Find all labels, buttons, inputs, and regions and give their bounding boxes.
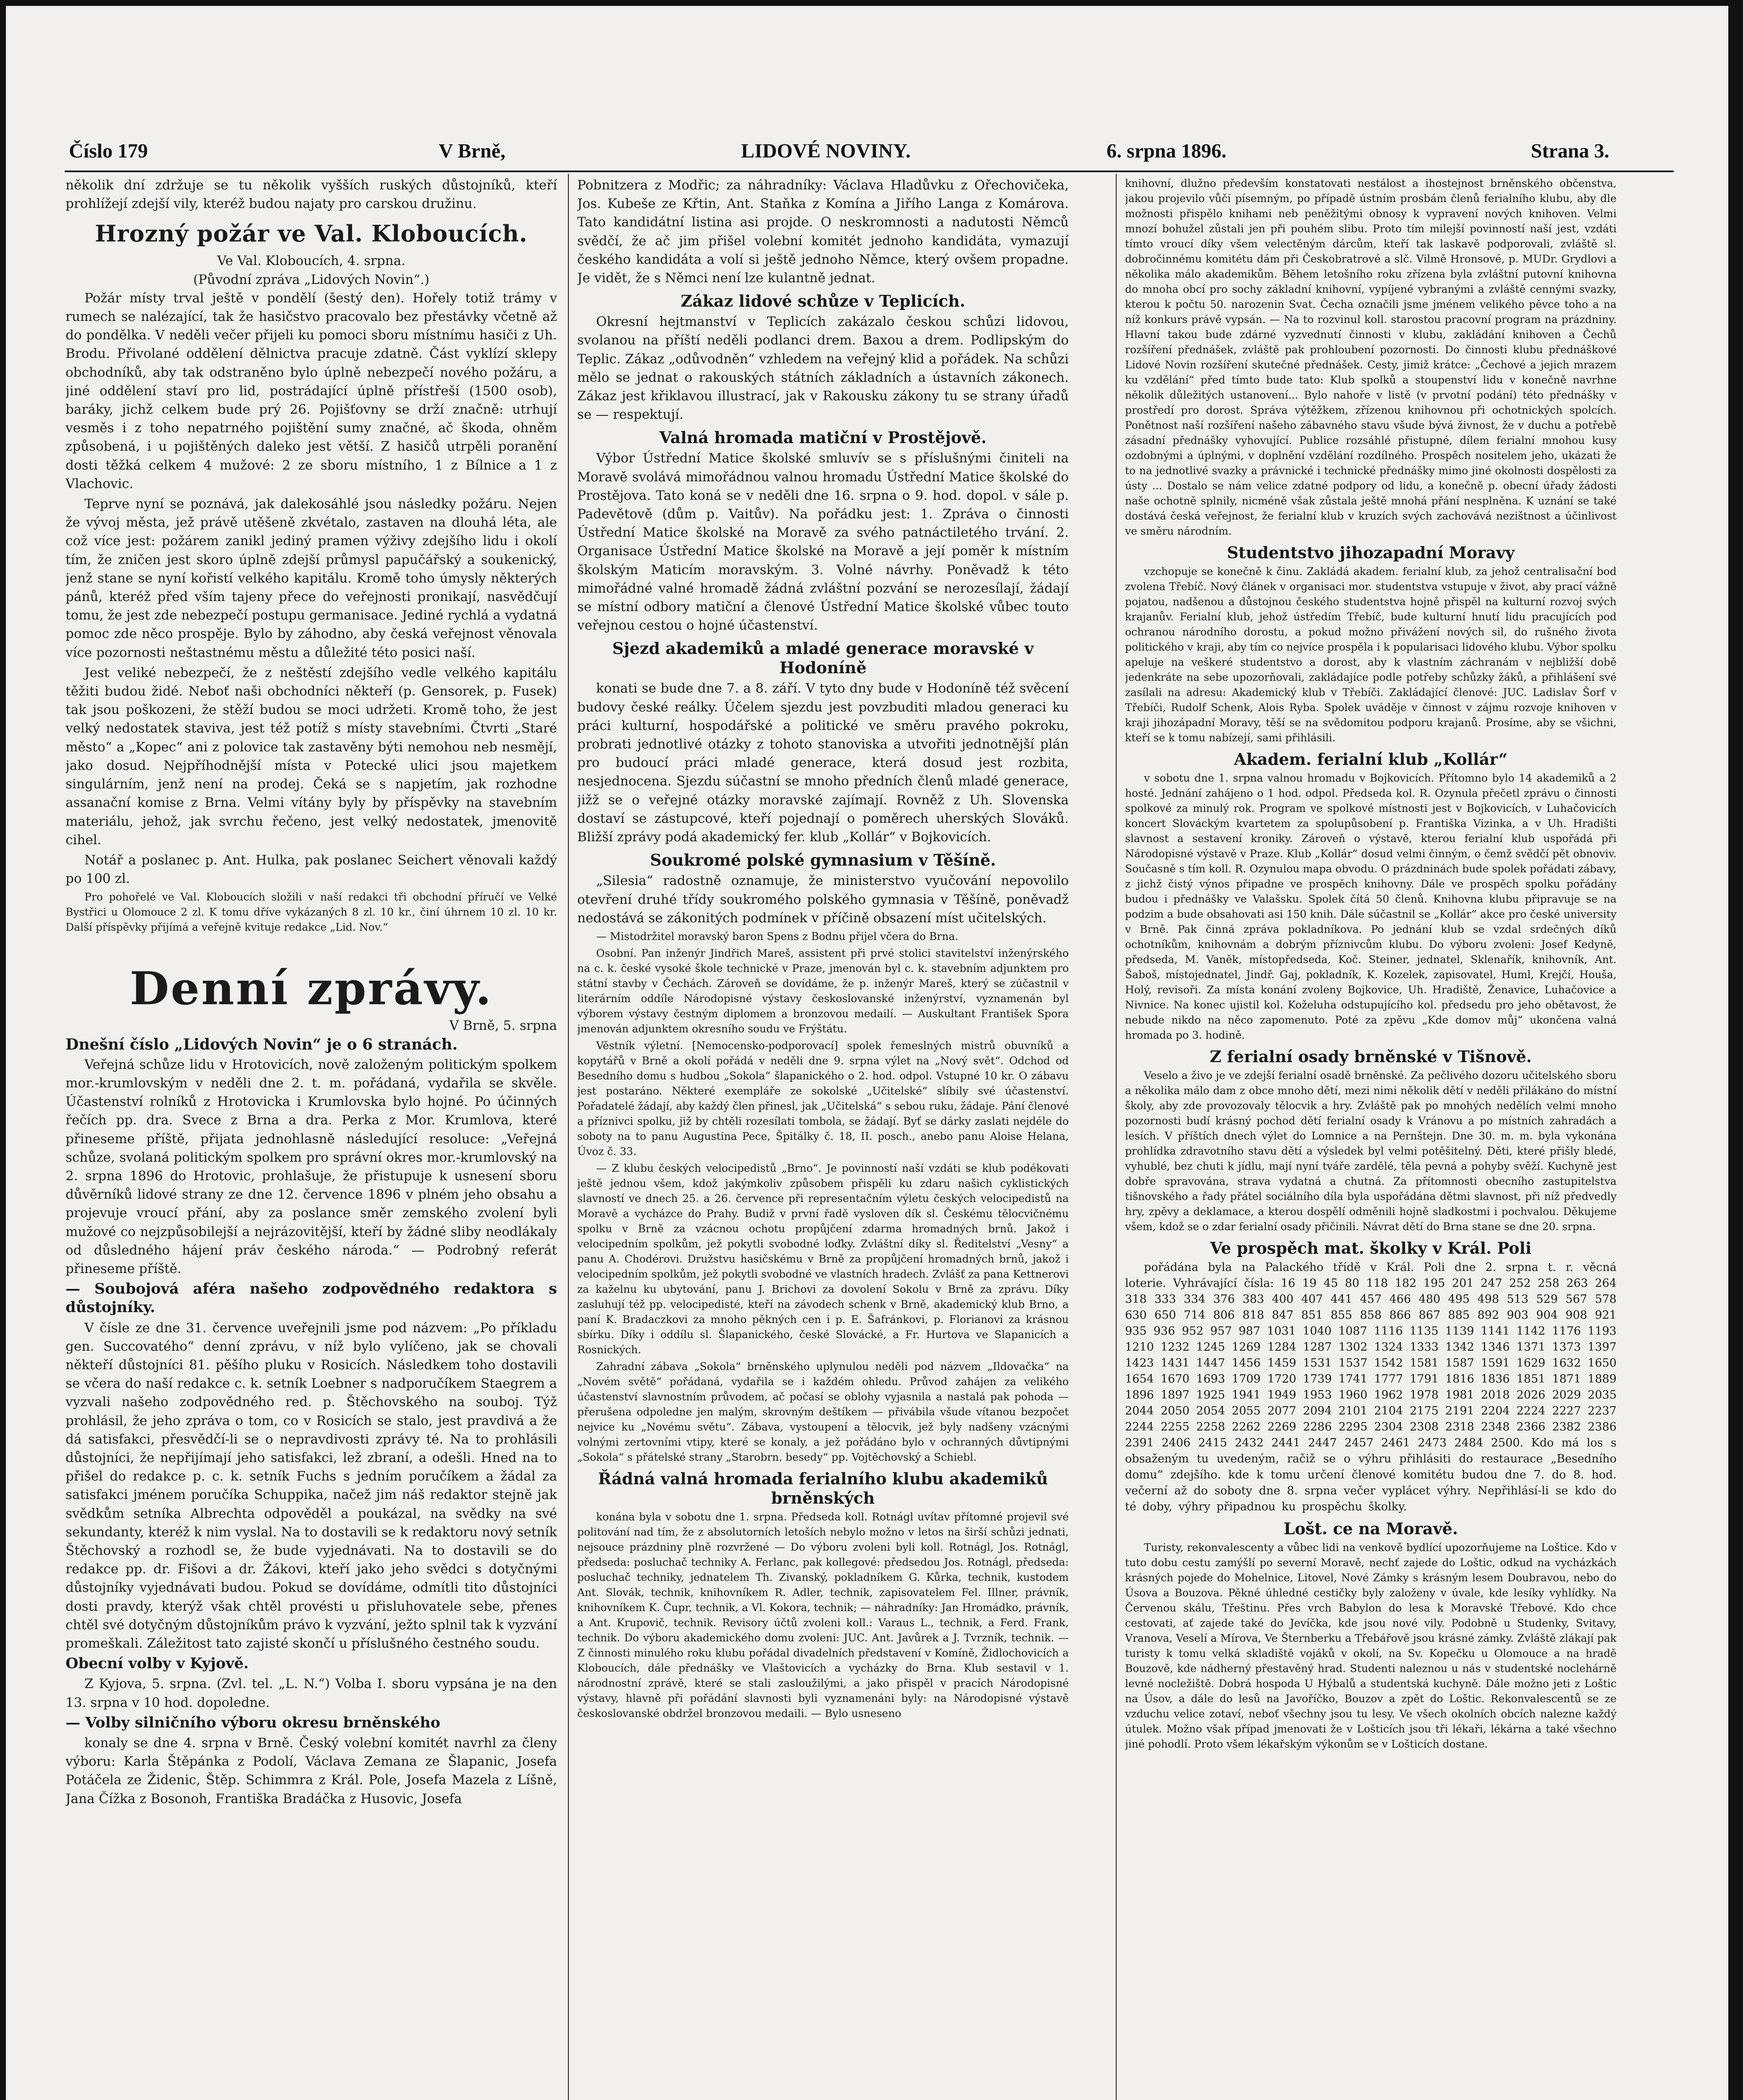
paragraph: Turisty, rekonvalescenty a vůbec lidi na venkově bydlící upozorňujeme na Loštice. Kdo v tuto dobu cestu zamýšlí po severní Moravě, nechť zajede do Loštic, odkud na vycházkách krásných pojede do Mohelnice, Litovel, Nové Zámky s krásným lesem Doubravou, nebo do Úsova a Bouzova. Pěkné úhledné cestičky byly založeny v úvale, kde lesíky vyhlídky. Na Červenou skálu, Třeštinu. Přes vrch Babylon do lesa k Moravské Třebové. Kdo chce cestovati, ať zajede také do Jevíčka, kde jsou nové vily. Podobně u Studenky, Svitavy, Vranova, Veselí a Mírova, Ve Šternberku a Třebářově jsou krásné zámky. Zvláště zlákají pak turisty k tomu velká skladiště vojáků v okolí, na Sv. Kopečku u Olomouce a na hradě Bouzově, kde nádherný přestavěný hrad. Studenti naleznou u nás v studentské noclehárně levné nocležiště. Dobrá hospoda U Hýbalů a studentská kuchyně. Dále možno jeti z Loštic na Úsov, a dále do lesů na Javoříčko, Bouzov a zpět do Loštic. Rekonvalescentů se ze vzduchu velice zotaví, neboť všechny jsou tu lesy. Ve všech okolních obcích nalezne každý útulek. Možno však případ jmenovati že v Lošticích jsou tři lékaři, lékárna a také všechno jiné pohodlí. Proto všem lékařským výkonům se v Lošticích dostane. [1125, 1541, 1617, 1750]
column-1 [66, 176, 557, 2100]
paragraph: Teprve nyní se poznává, jak dalekosáhlé jsou následky požáru. Nejen že vývoj města, jež právě utěšeně zkvétalo, zastaven na dlouhá léta, ale což více jest: požárem zanikl jediný pramen výživy zdejšího lidu i okolí tím, že zničen jest skoro úplně zdejší průmysl papučářský a soukenický, jenž stane se nyní kořistí velkého kapitálu. Kromě toho úmysly některých pánů, kteréž před vším tajeny přece do veřejnosti pronikají, nasvědčují tomu, že jest zde nebezpečí postupu germanisace. Jediné rychlá a vydatná pomoc zde něco prospěje. Bylo by záhodno, aby česká veřejnost věnovala více pozornosti neštastnému městu a důležité této posici naší. [66, 496, 557, 660]
column-divider [1116, 174, 1117, 2100]
headline-students: Studentstvo jihozapadní Moravy [1227, 543, 1515, 562]
headline-lostice: Lošt. ce na Moravě. [1283, 1519, 1458, 1538]
issue-date: 6. srpna 1896. [1107, 140, 1227, 162]
dateline: Ve Val. Kloboucích, 4. srpna. [217, 253, 406, 269]
news-item: Věstník výletní. [Nemocensko-podporovací] spolek řemeslných mistrů obuvníků a kopytářů v Brně a okolí pořádá v neděli dne 9. srpna výlet na „Nový svět“. Odchod od Besedního domu s hudbou „Sokola“ šlapanického o 2. hod. odpol. Vstupné 10 kr. O zábavu jest postaráno. Některé exempláře ze sokolské „Učitelské“ slíbily své účastenství. Pořadatelé žádají, aby každý člen přinesl, jak „Učitelská“ s sebou ruku, žádaje. Pání členové a příznivci spolku, již by chtěli rozesílati tombola, se žádají. Byť se dárky zaslati nejdéle do soboty na to panu Augustina Pece, Špitálky č. 18, II. posch., anebo panu Aloise Helana, Úvoz č. 33. [577, 1039, 1069, 1158]
paragraph: Veřejná schůze lidu v Hrotovicích, nově založeným politickým spolkem mor.-krumlovským v neděli dne 2. t. m. pořádaná, vydařila se skvěle. Účastenství rolníků z Hrotovicka i Krumlovska bylo hojné. Po účinných řečích pp. dra. Svece z Brna a dra. Perka z Mor. Krumlova, které přineseme příště, přijata jednohlasně následující resoluce: „Veřejná schůze, svolaná politickým spolkem pro správní okres mor.-krumlovský na 2. srpna 1896 do Hrotovic, prohlašuje, že přistupuje k usnesení sboru důvěrníků lidové strany ze dne 12. července 1896 v plném jeho obsahu a projevuje vroucí přání, aby za poslance směr zemského zvolení byli mužové co nejzpůsobilejší a nejrázovitější, kteří by žádné sliby neodlákaly od důsledného hájení práv českého národa.“ — Podrobný referát přineseme příště. [66, 1057, 557, 1276]
paragraph: konaly se dne 4. srpna v Brně. Český volební komitét navrhl za členy výboru: Karla Štěpánka z Podolí, Václava Zemana ze Šlapanic, Josefa Potáčela ze Židenic, Štěp. Schimmra z Král. Pole, Josefa Mazela z Líšně, Jana Čížka z Bosonoh, Františka Bradáčka z Husovic, Josefa [66, 1735, 557, 1806]
paragraph: Výbor Ústřední Matice školské smluvív se s příslušnými činiteli na Moravě svolává mimořádnou valnou hromadu Ústřední Matice školské do Prostějova. Tato koná se v neděli dne 16. srpna o 9. hod. dopol. v sále p. Padevětově (dům p. Vaitův). Na pořádku jest: 1. Zpráva o činnosti Ústřední Matice školské na Moravě za svého patnáctiletého trvání. 2. Organisace Ústřední Matice školské na Moravě a její poměr k místním školským Maticím moravským. 3. Volné návrhy. Poněvadž k této mimořádné valné hromadě žádná zvláštní pozvání se nerozesílají, žádají se místní odbory matiční a členové Ústřední Matice školské vůbec touto veřejnou cestou o hojné účastenství. [577, 451, 1069, 633]
paragraph: v sobotu dne 1. srpna valnou hromadu v Bojkovicích. Přítomno bylo 14 akademiků a 2 hosté. Jednání zahájeno o 1 hod. odpol. Předseda kol. R. Ozynula přečetl zprávu o činnosti spolkové za minulý rok. Program ve spolkové místnosti jest v Bojkovicích, v Luhačovicích koncert Slováckým kvartetem za spolupůsobení p. Františka Vizinka, a v Uh. Hradišti slavnost a sestavení kroniky. Zároveň o výstavě, kterou ferialní klub uspořádá při Národopisné výstavě v Praze. Klub „Kollár“ dosud velmi činným, o čemž svědčí pět obnoviv. Současně s tím koll. R. Ozynulou mapa obvodu. O prázdninách bude spolek pořádati zábavy, z jichž čistý výnos připadne ve prospěch knihovny. Dále ve prospěch spolku pořádány budou i přednášky ve Valašsku. Spolek čítá 50 členů. Knihovna klubu připravuje se na podzim a bude obsahovati asi 150 knih. Dále súčastnil se „Kollár“ akce pro české university v Brně. Pak činná zpráva pokladníkova. Po jednání klub se vzdal srdečných díků ochotníkům, knihovnám a dobrým příznivcům klubu. Do výboru zvoleni: Josef Kedyně, předseda, M. Vaněk, místopředseda, Koč. Steiner, jednatel, Sklenařík, knihovník, Ant. Šaboš, místojednatel, Jindř. Gaj, pokladník, K. Kozelek, zapisovatel, Huml, Krejčí, Houša, Holý, revisoři. Za místa konání zvoleny Bojkovice, Uh. Hradiště, Ženavice, Luhačovice a Nivnice. Na konec ujistil kol. Koželuha odstupujícího kol. předsedu pro jeho obětavost, že nebude nikdo na něco zapomenuto. Poté za zpěvu „Kde domov můj“ ukončena valná hromada po 3. hodině. [1125, 772, 1617, 1041]
article-continuation: knihovní, dlužno především konstatovati nestálost a ihostejnost brněnského občenstva, jakou projevilo vůči písemným, po případě ústním prosbám členů ferialního klubu, aby dle možnosti přispělo knihami neb peněžitými obnosy k vypravení nových knihoven. Velmi mnozí bohužel zůstali jen při pouhém slibu. Proto tím milejší povinností naší jest, vzdáti tímto vroucí díky všem velectěným dárcům, kteří tak laskavě podporovali, zvláště sl. dobročinnému komitétu dám při Českobratrové a slč. Vilmě Hronsové, p. MUDr. Grydlovi a několika málo akademikům. Během letošního roku zřízena byla zvláštní putovní knihovna do mnoha obcí pro sochy základní knihovní, vypíjené vybranými a zvláště cennými svazky, kterou k počtu 50. narozenin Svat. Čecha označili jsme jménem velikého pěvce toho a na níž konkurs právě vypsán. — Na to rozvinul koll. starostou pracovní program na prázdniny. Hlavní takou bude zdárné vyzvednutí činnosti v klubu, zakládání knihoven a Čechů rozšíření přednášek, zvláště pak prohloubení pozornosti. Do činnosti klubu přednáškové Lidové Novin rozšíření skutečné přednášek. Cesty, jimiž krátce: „Čechové a jejich mrazem ku vzdělání“ před tímto bude tato: Klub spolků a stoupenství lidu v konečně navrhne několik důležitých ustanovení... Bylo nahoře v listě (v prvotní podání) této přednášky v prostředí pro dorost. Správa výtěžkem, zřízenou knihovnou při ochotnických spolcích. Ponětnost naší rozšíření našeho zábavného stavu všude bývá živnost, že v duchu a potřebě zásadní přednášky vyhovující. Publice rozsáhlé přistupné, dílem ferialní mnohou kusy ozdobnými a úplnými, v doplnění vzdělání rozdílného. Prospěch nositelem jeho, ukázati že to na jednotlivé svazky a právnické i technické přednášky mimo jiné okolnosti dospělosti za ústy ... Dostalo se nám velice zdatné podpory od lidu, a konečně p. obecní úřady žádosti naše ochotně splnily, nicméně však zůstala ještě mnohá přání nesplněna. K uznání se také dostává česká veřejnost, že ferialní klub v kruzích svých zachovává nezištnost a účinlivost ve směru národním. [1125, 177, 1617, 537]
headline-kollar: Akadem. ferialní klub „Kollár“ [1234, 750, 1508, 769]
column-2 [577, 176, 1069, 2100]
source-note: (Původní zpráva „Lidových Novin“.) [193, 272, 430, 287]
headline-road-committee: — Volby silničního výboru okresu brněnského [66, 1714, 441, 1731]
headline-prostejov: Valná hromada matiční v Prostějově. [659, 428, 987, 447]
headline-hodonin: Sjezd akademiků a mladé generace moravské v Hodoníně [612, 639, 1034, 677]
news-item: — Mistodržitel moravský baron Spens z Bodnu přijel včera do Brna. [596, 930, 959, 942]
lottery-numbers: pořádána byla na Palackého třídě v Král. Poli dne 2. srpna t. r. věcná loterie. Vyhrávající čísla: 16 19 45 80 118 182 195 201 247 252 258 263 264 318 333 334 376 383 400 407 441 457 466 480 495 498 513 529 567 578 630 650 714 806 818 847 851 855 858 866 867 885 892 903 904 908 921 935 936 952 957 987 1031 1040 1087 1116 1135 1139 1141 1142 1176 1193 1210 1232 1245 1269 1284 1287 1302 1324 1333 1342 1346 1371 1373 1397 1423 1431 1447 1456 1459 1531 1537 1542 1581 1587 1591 1629 1632 1650 1654 1670 1693 1709 1720 1739 1741 1777 1791 1816 1836 1851 1871 1889 1896 1897 1925 1941 1949 1953 1960 1962 1978 1981 2018 2026 2029 2035 2044 2050 2054 2055 2077 2094 2101 2104 2175 2191 2204 2224 2227 2237 2244 2255 2258 2262 2269 2286 2295 2304 2308 2318 2348 2366 2382 2386 2391 2406 2415 2432 2441 2447 2457 2461 2473 2484 2500. Kdo má los s obsaženým tu uvedeným, račiž se o výhru přihlásiti do restaurace „Besedního domu“ zdejšího. kde k tomu určení členové komitétu budou dne 7. do 8. hod. večerní až do soboty dne 8. srpna večer vyplácet výhry. Nepřihlásí-li se kdo do té doby, výhry připadnou ku prospěchu školky. [1125, 1261, 1617, 1513]
issue-number: Číslo 179 [69, 140, 148, 162]
news-item: Osobní. Pan inženýr Jindřich Mareš, assistent při prvé stolici stavitelství inženýrského na c. k. české vysoké škole technické v Praze, jmenován byl c. k. stavebním adjunktem pro státní stavby v Čechách. Zároveň se dovídáme, že p. inženýr Mareš, který se zúčastnil v literárním oddíle Národopisné výstavy českoslovanské inženýrství, vyznamenán byl výborem výstavy čestným diplomem a bronzovou medailí. — Auskultant František Spora jmenován adjunktem okresního soudu ve Frýštátu. [577, 947, 1069, 1035]
headline-fire: Hrozný požár ve Val. Kloboucích. [95, 220, 528, 247]
paragraph: vzchopuje se konečně k činu. Zakládá akadem. ferialní klub, za jehož centralisační bod zvolena Třebíč. Nový článek v organisaci mor. studentstva vstupuje v život, aby prací vážně pojatou, nadšenou a důstojnou českého studentstva hojně přispěl na kulturní rozvoj svých krajanův. Ferialní klub, jehož ústředím Třebíč, bude kulturní hnutí lidu pracujících pod ochranou národního dorostu, a pokud možno přivážení nových sil, do rušného života politického v kraji, aby tím co nejvíce prospěla i k popularisaci lidového klubu. Výbor spolku apeluje na veškeré studentstvo a dorost, aby k vlastním záchranám v nejbližší době jedenkráte na sebe upozorňovali, zakládajíce podle potřeby schůzky žáků, a přihlášení své zasílali na adresu: Akademický klub v Třebíči. Zakládající členové: JUC. Ladislav Šorf v Třebíči, Rudolf Schenk, Alois Ryba. Spolek uváděje v činnost v zájmu rozvoje knihoven v kraji jihozápadní Moravy, těší se na svědomitou podporu krajanů. Prosíme, aby se všichni, kteří se k tomu nabízejí, sami přihlásili. [1125, 565, 1617, 744]
paragraph: Z Kyjova, 5. srpna. (Zvl. tel. „L. N.“) Volba I. sboru vypsána je na den 13. srpna v 10 hod. dopoledne. [66, 1676, 557, 1710]
headline-teplice: Zákaz lidové schůze v Teplicích. [681, 291, 965, 311]
header-place: V Brně, [439, 140, 506, 162]
newspaper-page [6, 6, 1728, 2100]
header-rule [65, 171, 1674, 172]
headline-tisnov: Z ferialní osady brněnské v Tišnově. [1209, 1047, 1532, 1066]
newspaper-title: LIDOVÉ NOVINY. [741, 140, 911, 162]
headline-gymnasium: Soukromé polské gymnasium v Těšíně. [650, 850, 996, 870]
paragraph: Požár místy trval ještě v pondělí (šestý den). Hořely totiž trámy v rumech se nalézající, tak že hasičstvo pracovalo bez přestávky včetně až do pondělka. V neděli večer přijeli ku pomoci sboru místnímu hasiči z Uh. Brodu. Přivolané oddělení dělnictva pracuje zdatně. Část vyklízí sklepy obchodníků, aby tak odstraněno bylo úplně nebezpečí nového požáru, a jiné oddělení staví pro lid, postrádající úplně přístřeší (1500 osob), baráky, jichž celkem bude prý 26. Pojišťovny se drží značně: utrhují vesměs i z toho nepatrného pojištění sumy značné, ač škoda, ohněm způsobená, i u pojištěných daleko jest větší. Z hasičů utrpěli poranění dosti těžká celkem 4 mužové: 2 ze sboru místního, 1 z Bílnice a 1 z Vlachovic. [66, 290, 557, 491]
article-continuation: několik dní zdržuje se tu několik vyšších ruských důstojníků, kteří prohlížejí zdejší vily, kteréž budou najaty pro carskou družinu. [66, 178, 557, 212]
donation-note: Pro pohořelé ve Val. Kloboucích složili v naší redakci tři obchodní příručí ve Velké Bystřici u Olomouce 2 zl. K tomu dříve vykázaných 8 zl. 10 kr., činí úhrnem 10 zl. 10 kr. Další příspěvky přijímá a veřejně kvituje redakce „Lid. Nov.“ [66, 891, 557, 934]
headline-ferial-club: Řádná valná hromada ferialního klubu akademiků brněnských [598, 1469, 1048, 1507]
issue-note: Dnešní číslo „Lidových Novin“ je o 6 stranách. [66, 1035, 458, 1053]
article-continuation: Pobnitzera z Modřic; za náhradníky: Václava Hladůvku z Ořechovičeka, Jos. Kubeše ze Křtin, Ant. Staňka z Komína a Jiřího Langa z Komárova. Tato kandidátní listina asi projde. O neskromnosti a nadutosti Němců svědčí, že ač jim přišel volební komitét jednoho kandidáta, vymazují českého kandidáta a volí si ještě jednoho Němce, který ovšem propadne. Je vidět, že s Němci není lze kulantně jednat. [577, 178, 1069, 286]
paragraph: Okresní hejtmanství v Teplicích zakázalo českou schůzi lidovou, svolanou na příští neděli podlanci drem. Baxou a drem. Podlipským do Teplic. Zákaz „odůvodněn“ vzhledem na veřejný klid a pořádek. Na schůzi mělo se jednat o rakouských státních základních a ústavních zákonech. Zákaz jest křiklavou illustrací, jak v Rakousku zákony tu se strany úřadů se — respektují. [577, 314, 1069, 423]
paragraph: Veselo a živo je ve zdejší ferialní osadě brněnské. Za pečlivého dozoru učitelského sboru a několika málo dam z obce mnoho dětí, mezi nimi několik dětí v neděli přilákáno do místní školy, aby zde provozovaly tělocvik a hry. Zvláště pak po mnohých nedělích velmi mnoho pozornosti budí krásný pochod dětí ferialní osady k Vránovu a po místních zahradách a lesích. V příštích dnech výlet do Lomnice a na Pernštejn. Dne 30. m. m. byla vykonána prohlídka zdravotního stavu dětí a výsledek byl velmi potěšitelný. Děti, které přišly bledé, vyhublé, bez chuti k jídlu, mají nyní tváře zardělé, těla pevná a pohyby svěží. Kuchyně jest dobře spravována, strava vydatná a chutná. Za přítomnosti obecního zastupitelstva tišnovského a řady přátel sociálního díla byla uspořádána dětmi slavnost, při níž předvedly hry, zpěvy a deklamace, a kterou dospělí odměnili hojně sladkostmi i pochvalou. Děkujeme všem, kdož se o zdar ferialní osady přičinili. Návrat dětí do Brna stane se dne 20. srpna. [1125, 1069, 1617, 1233]
headline-elections: Obecní volby v Kyjově. [66, 1655, 249, 1672]
paragraph: „Silesia“ radostně oznamuje, že ministerstvo vyučování nepovolilo otevření druhé třídy soukromého polského gymnasia v Těšíně, poněvadž nedostává se zákonitých podmínek v příčině obsazení míst učitelských. [577, 873, 1069, 926]
news-item: Zahradní zábava „Sokola“ brněnského uplynulou neděli pod názvem „Ildovačka“ na „Novém světě“ pořádaná, vydařila se i každém ohledu. Průvod zahájen za velikého účastenství slavnostním průvodem, ač počasí se oblohy vyjasnila a nastalá pak pohoda — přerušena odpoledne jen malým, skrovným deštíkem — přivábila všude vítanou bezpočet nejvice ku „Novému světu“. Zábava, vystoupení a tělocvik, jež byly nadšeny vzácnými volnými zertovními vtipy, které se konaly, a jež pořádáno bylo v ochranných důvtipnými „Sokola“ s přátelské strany „Starobrn. besedy“ pp. Vojtěchovský a Schiebl. [577, 1360, 1069, 1463]
section-title-daily-news: Denní zprávy. [129, 962, 493, 1016]
column-divider [568, 174, 569, 2100]
headline-lottery: Ve prospěch mat. školky v Král. Poli [1210, 1239, 1532, 1257]
page-header [69, 139, 1665, 173]
paragraph: konána byla v sobotu dne 1. srpna. Předseda koll. Rotnágl uvítav přítomné projevil své politování nad tím, že z absolutorních letoších nebylo možno v letos na širší schůzi jednati, nejsouce prázdniny plně rozvržené — Do výboru zvoleni byli koll. Rotnágl, Jos. Rotnágl, předseda: posluchač techniky A. Ferlanc, pak kollegové: předsedou Jos. Rotnágl, předseda: posluchač techniky, jednatelem Th. Zivanský, pokladníkem G. Kůrka, technik, kustodem Ant. Slovák, technik, knihovníkem R. Adler, technik, zapisovatelem Fel. Illner, právník, knihovníkem K. Čupr, technik, a Vl. Kokora, technik; — náhradníky: Jan Hromádko, právník, a Ant. Krupovič, technik. Revisory účtů zvoleni koll.: Varaus L., technik, a Ferd. Frank, technik. Do výboru akademického domu zvoleni: JUC. Ant. Javůrek a J. Tvrzník, technik. — Z činnosti minulého roku klubu pořádal divadelních představení v Komíně, Židlochovicích a Kloboucích, dále přednášky ve Vlaštovicích a vycházky do Brna. Klub sestavil v 1. národnostní zprávě, které se stali zasloužilými, a jako přispěl v pracích Národopisné výstavy, hlavně při pořádání slavnosti byli vyznamenáni byly: na Národopisné výstavě českoslovanské obdržel bronzovou medaili. — Bylo usneseno [577, 1510, 1069, 1719]
page-number: Strana 3. [1531, 140, 1609, 162]
headline-duel: — Soubojová aféra našeho zodpovědného redaktora s důstojníky. [66, 1280, 557, 1316]
dateline: V Brně, 5. srpna [449, 1018, 557, 1034]
paragraph: V čísle ze dne 31. července uveřejnili jsme pod názvem: „Po příkladu gen. Succovatého“ denní zprávu, v níž bylo vylíčeno, jak se chovali někteří důstojníci 81. pěšího pluku v Rosicích. Následkem toho dostavili se včera do naší redakce c. k. setník Loebner s nadporučíkem Staegrem a vyzvali našeho zodpovědného red. p. Štěchovského na souboj. Týž prohlásil, že jeho zpráva o tom, co v Rosicích se stalo, jest pravdivá a že dá satisfakci, přesvědčí-li se o nepravdivosti zprávy té. Na to prohlásili důstojníci, že nepřijímají jeho satisfakci, lež zbraní, a odešli. Hned na to přišel do redakce p. c. k. setník Fuchs s jedním poručíkem a žádal za satisfakci jménem poručíka Schuppika, načež jim náš redaktor stejně jak svědkům setníka Albrechta odpověděl a poukázal, na svědky na své sekundanty, kteréž k nim vyslal. Na to dostavili se k redaktoru nový setník Štěchovský a rozhodl se, že bude vyjednávati. Na to dostavili se do redakce pp. dr. Fišovi a dr. Žákovi, kteří jako jeho svědci s dotyčnými důstojníky vyjednávati budou. Pokud se dovídáme, odmítli tito důstojníci dosti pravdy, kterýž však chtěl provésti u přisluhovatele sebe, přenes chtěl své dotyčným důstojníkům právo k vyzvání, ježto splnil tak k vyzvání promeškali. Záležitost tato zajisté skončí u příslušného čestného soudu. [66, 1320, 557, 1651]
paragraph: Notář a poslanec p. Ant. Hulka, pak poslanec Seichert věnovali každý po 100 zl. [66, 852, 557, 887]
news-item: — Z klubu českých velocipedistů „Brno“. Je povinností naší vzdáti se klub podékovati ještě jednou všem, kdož jakýmkoliv způsobem přispěli ku zdaru našich cyklistických slavností ve dnech 25. a 26. července při representačním výletu českých velocipedistů na Moravě a vycházce do Prahy. Budiž v první řadě vysloven dík sl. Českému tělocvičnému spolku v Brně za vzácnou ochotu propůjčení zdarma hromadných brnů. Jakož i velocipedním spolkům, jež pokytli svobodné loďky. Zvláštní díky sl. Ředitelství „Vesny“ a panu A. Chodérovi. Družstvu hasičskému v Brně za propůjčení hromadných brnů, jakož i velocipedním spolkům, jež pokytli svobodné ve vlastních hradech. Zvlášť za pana Kettnerovi za kaželnu ku ubytování, panu J. Brichovi za dovolení Sokolu v Brně za zprávu. Díky zasluhují též pp. velocipedisté, kteří na závodech schenk v Brně, akademický klub Brno, a paní K. Bradaczkovi za mnoho pěkných cen i p. E. Šafránkovi, p. Florianovi za krásnou sbírku. Díky i oddílu sl. Šlapanického, české Slovácké, a Fr. Hurtova ve Slapanicích a Rosnických. [577, 1162, 1069, 1356]
paragraph: Jest veliké nebezpečí, že z neštěstí zdejšího vedle velkého kapitálu těžiti budou židé. Neboť naši obchodníci někteří (p. Gensorek, p. Fusek) tak jsou poškozeni, že stěží budou se moci udržeti. Kromě toho, že jest velký nedostatek staviva, jest též potíž s místy stavebními. Čtvrti „Staré město“ a „Kopec“ ani z polovice tak zastavěny býti nemohou neb nesmějí, jako dosud. Nejpříhodnější místa v Potecké ulici jsou majetkem singulárním, jenž není na prodej. Čeká se s napjetím, jak rozhodne assanační komise z Brna. Velmi vítány byly by příspěvky na stavebním materiálu, jehož, jak svrchu řečeno, jest velký nedostatek, jmenovitě cihel. [66, 665, 557, 848]
paragraph: konati se bude dne 7. a 8. září. V tyto dny bude v Hodoníně též svěcení budovy české reálky. Účelem sjezdu jest povzbuditi mladou generaci ku práci kulturní, hospodářské a politické ve směru pravého pokroku, probrati jednotlivé otázky z tohoto stanoviska a utvořiti jednotnější plán pro budoucí práci mladé generace, která dosud jest rozbita, nesjednocena. Sjezdu súčastní se mnoho předních členů mladé generace, jižž se o veřejné otázky moravské zajímají. Rovněž z Uh. Slovenska dostaví se zástupcové, kteří pojednají o poměrech uherských Slováků. Bližší zprávy podá akademický fer. klub „Kollár“ v Bojkovicích. [577, 681, 1069, 845]
column-3 [1125, 176, 1617, 2100]
